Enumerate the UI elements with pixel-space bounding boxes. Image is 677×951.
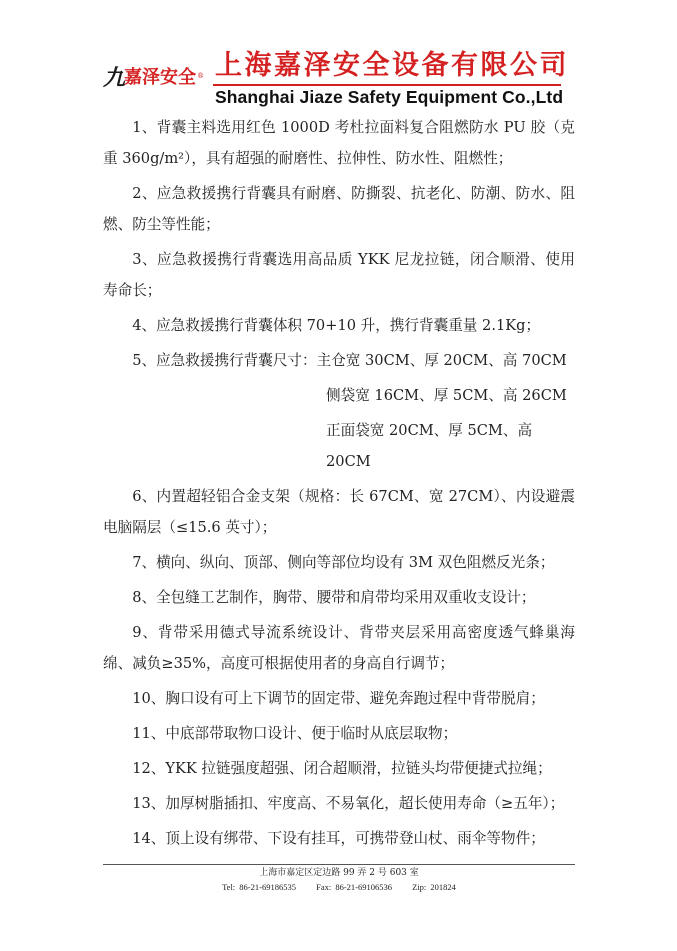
footer-address: 上海市嘉定区定边路 99 弄 2 号 603 室	[259, 868, 419, 878]
footer-tel: Tel: 86-21-69186535	[222, 882, 296, 892]
spec-item-8: 8、全包缝工艺制作，胸带、腰带和肩带均采用双重收支设计；	[132, 589, 536, 606]
spec-item-5-front-pocket: 正面袋宽 20CM、厚 5CM、高 20CM	[326, 422, 533, 470]
spec-item-5: 5、应急救援携行背囊尺寸：主仓宽 30CM、厚 20CM、高 70CM	[132, 352, 567, 369]
spec-item-4: 4、应急救援携行背囊体积 70+10 升，携行背囊重量 2.1Kg；	[132, 317, 541, 334]
spec-item-6: 6、内置超轻铝合金支架（规格：长 67CM、宽 27CM）、内设避震电脑隔层（≤15.6 英寸）；	[103, 488, 575, 536]
document-body	[103, 112, 575, 858]
spec-item-14: 14、顶上设有绑带、下设有挂耳，可携带登山杖、雨伞等物件；	[132, 830, 545, 847]
registered-mark: ®	[197, 72, 205, 80]
letterhead	[0, 0, 677, 110]
spec-item-1: 1、背囊主料选用红色 1000D 考杜拉面料复合阻燃防水 PU 胶（克重 360g/m²），具有超强的耐磨性、拉伸性、防水性、阻燃性；	[103, 119, 575, 167]
spec-item-11: 11、中底部带取物口设计、便于临时从底层取物；	[132, 725, 458, 742]
spec-item-12: 12、YKK 拉链强度超强、闭合超顺滑，拉链头均带便捷式拉绳；	[132, 760, 552, 777]
company-logo	[103, 60, 204, 92]
logo-mark: 九	[103, 64, 124, 91]
spec-item-2: 2、应急救援携行背囊具有耐磨、防撕裂、抗老化、防潮、防水、阻燃、防尘等性能；	[103, 185, 575, 233]
spec-item-3: 3、应急救援携行背囊选用高品质 YKK 尼龙拉链，闭合顺滑、使用寿命长；	[103, 251, 575, 299]
spec-item-10: 10、胸口设有可上下调节的固定带、避免奔跑过程中背带脱肩；	[132, 690, 545, 707]
company-name-en: Shanghai Jiaze Safety Equipment Co.,Ltd	[215, 87, 564, 107]
footer-zip: Zip: 201824	[412, 882, 456, 892]
company-name-cn: 上海嘉泽安全设备有限公司	[215, 50, 569, 81]
spec-item-9: 9、背带采用德式导流系统设计、背带夹层采用高密度透气蜂巢海绵、减负≥35%，高度可根据使用者的身高自行调节；	[103, 624, 575, 672]
spec-item-5-side-pocket: 侧袋宽 16CM、厚 5CM、高 26CM	[326, 387, 567, 404]
spec-item-7: 7、横向、纵向、顶部、侧向等部位均设有 3M 双色阻燃反光条；	[132, 554, 555, 571]
footer-fax: Fax: 86-21-69106536	[316, 882, 392, 892]
logo-text: 嘉泽安全	[124, 67, 197, 88]
footer-contact	[103, 881, 575, 893]
footer-divider	[103, 864, 575, 865]
spec-item-13: 13、加厚树脂插扣、牢度高、不易氧化，超长使用寿命（≥五年）；	[132, 795, 565, 812]
